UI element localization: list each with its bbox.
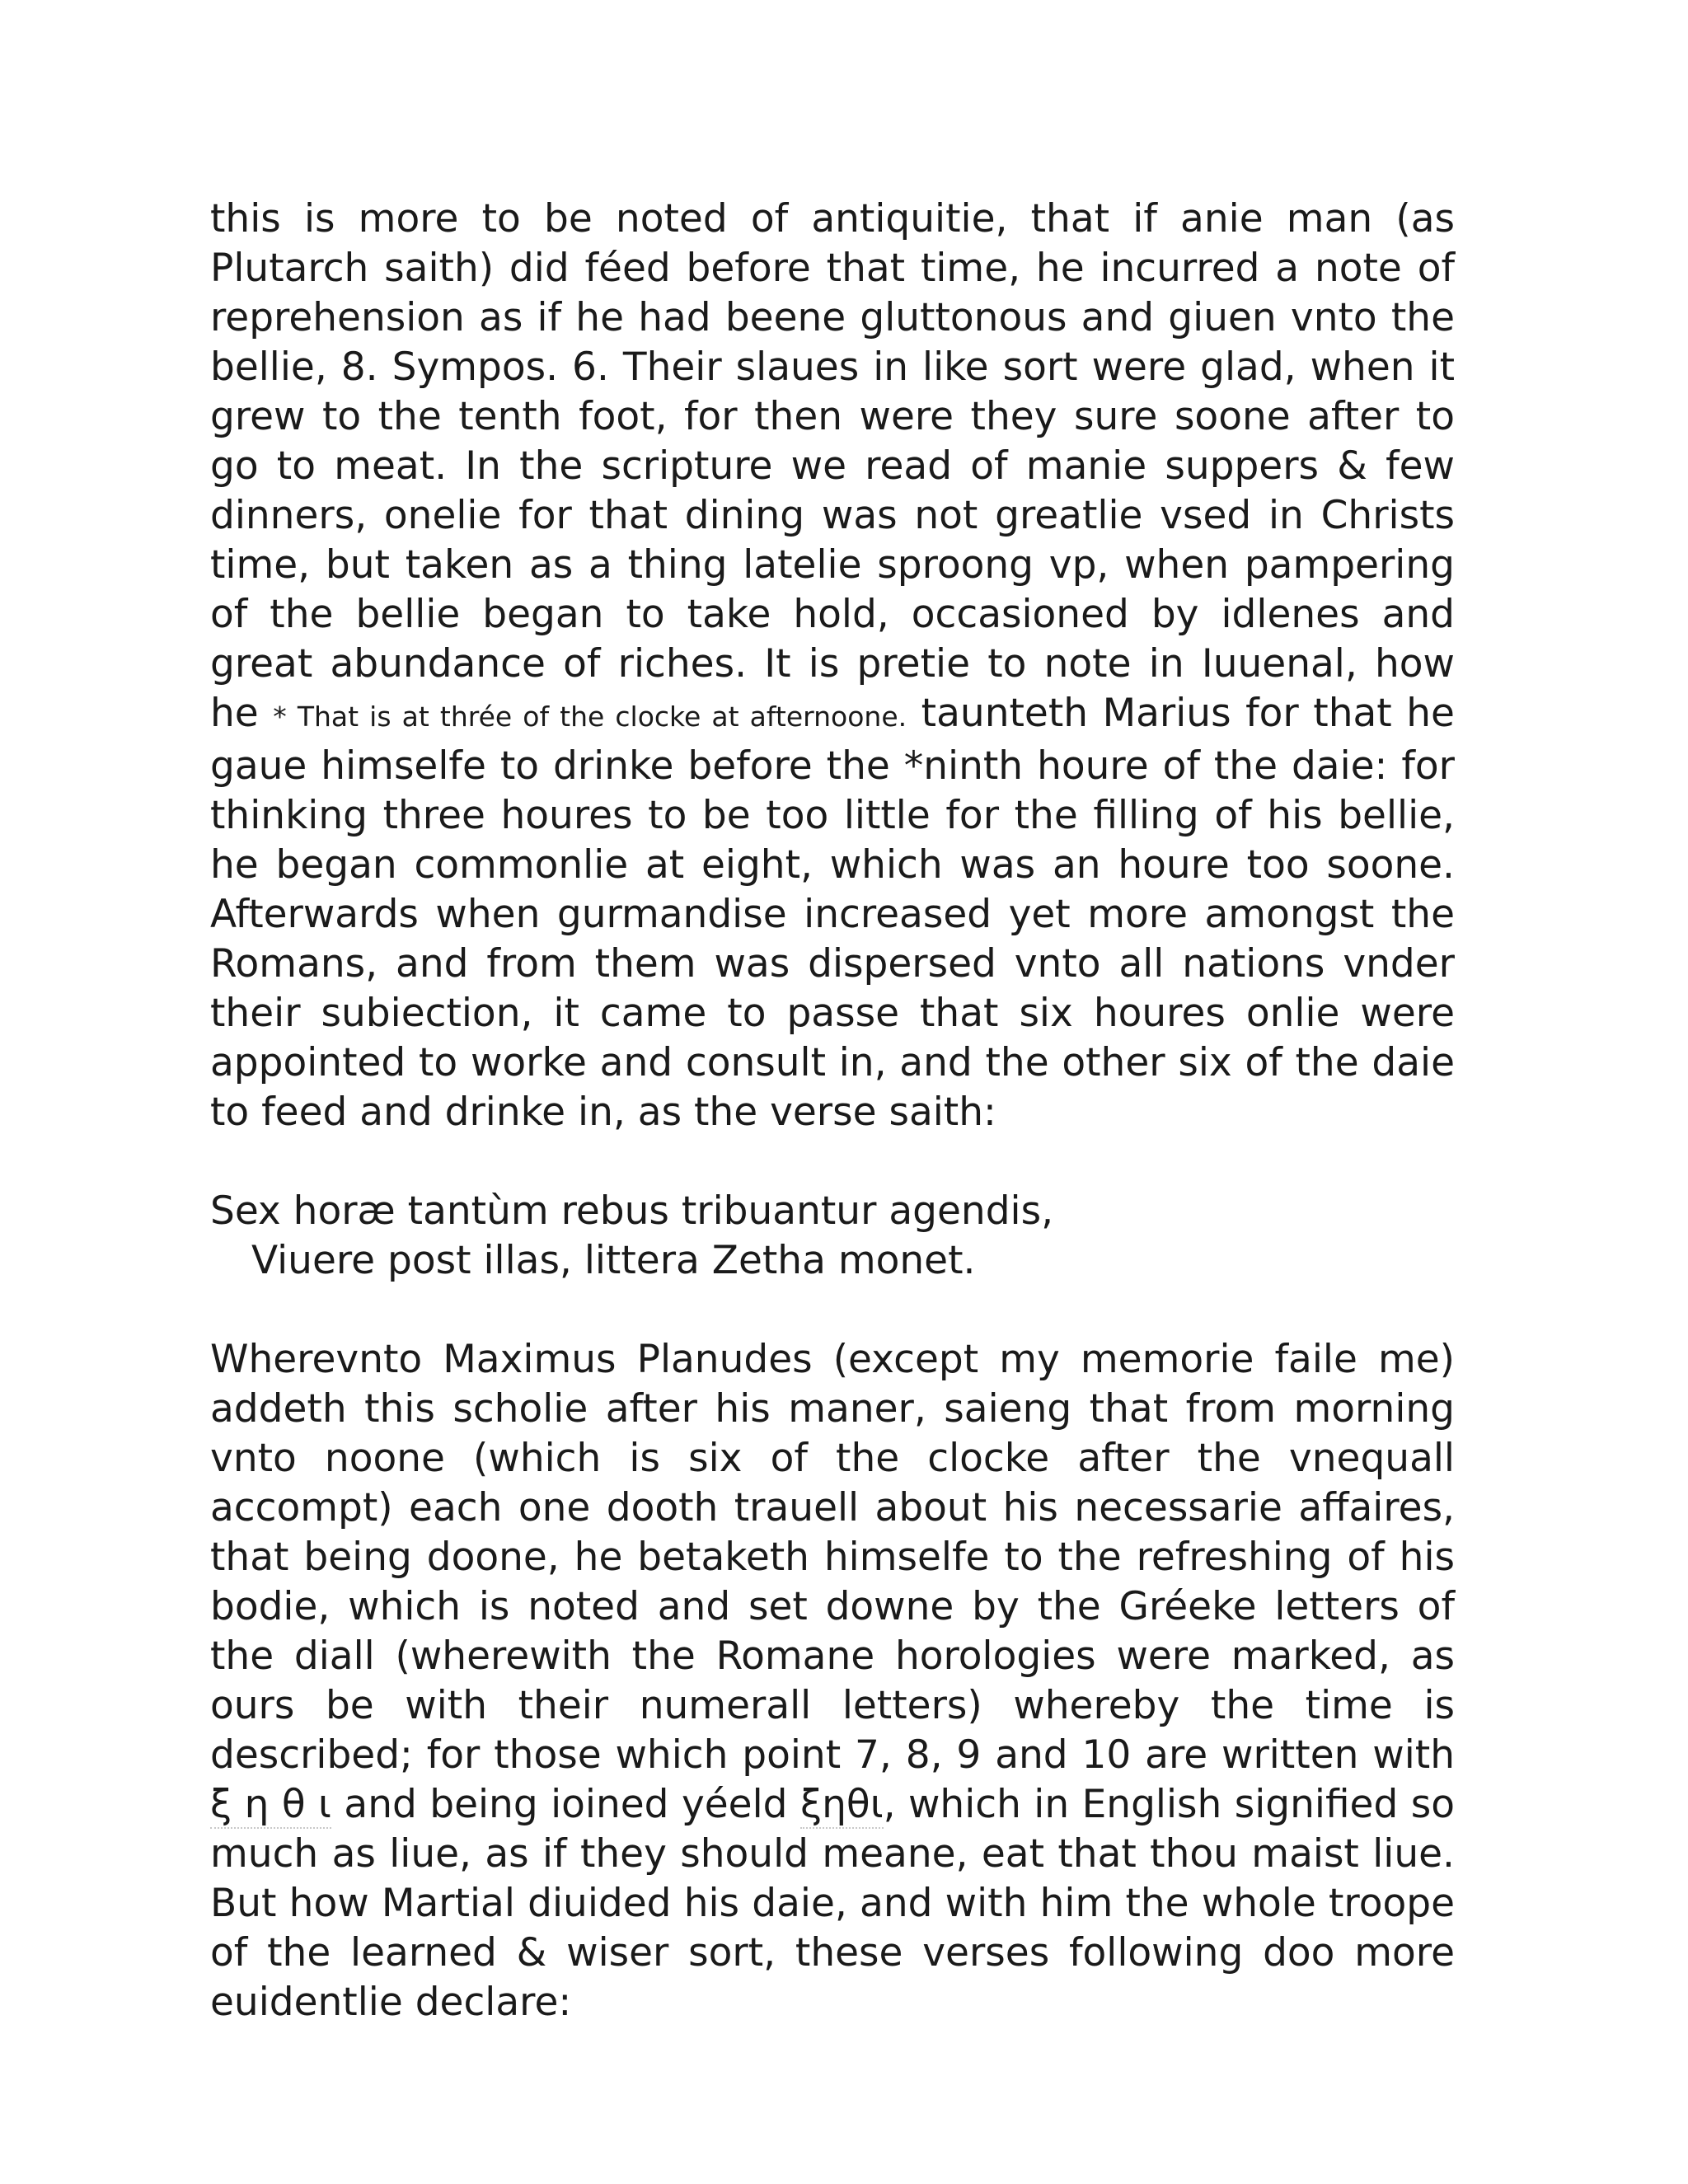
greek-letters: ξ η θ ι [210,1782,331,1827]
paragraph-plutarch [210,194,1455,1137]
paragraph-text-end: , which in English signified so much as liue, as if they should meane, eat that thou maist liue. But how Martial diuided his daie, and with him the whole troope of the learned & wiser sort, these verses following doo more euidentlie declare: [210,1782,1455,2025]
document-page [210,194,1455,2027]
margin-note: * That is at thrée of the clocke at afternoone. [273,701,907,733]
paragraph-text: this is more to be noted of antiquitie, that if anie man (as Plutarch saith) did féed before that time, he incurred a note of reprehension as if he had beene gluttonous and giuen vnto the bellie, 8. Sympos. 6. Their slaues in like sort were glad, when it grew to the tenth foot, for then were they sure soone after to go to meat. In the scripture we read of manie suppers & few dinners, onelie for that dining was not greatlie vsed in Christs time, but taken as a thing latelie sproong vp, when pampering of the bellie began to take hold, occasioned by idlenes and great abundance of riches. It is pretie to note in Iuuenal, how he [210,196,1455,736]
verse-quotation [210,1187,1455,1286]
greek-word: ξηθι [799,1782,884,1827]
verse-line-2: Viuere post illas, littera Zetha monet. [251,1238,976,1283]
paragraph-text-middle: and being ioined yéeld [344,1782,788,1827]
paragraph-text: Wherevnto Maximus Planudes (except my memorie faile me) addeth this scholie after his maner, saieng that from morning vnto noone (which is six of the clocke after the vnequall accompt) each one dooth trauell about his necessarie affaires, that being doone, he betaketh himselfe to the refreshing of his bodie, which is noted and set downe by the Gréeke letters of the diall (wherewith the Romane horologies were marked, as ours be with their numerall letters) whereby the time is described; for those which point 7, 8, 9 and 10 are written with [210,1337,1455,1778]
verse-line-1: Sex horæ tantùm rebus tribuantur agendis, [210,1188,1054,1234]
paragraph-text-continued: taunteth Marius for that he gaue himselfe to drinke before the *ninth houre of the daie: for thinking three houres to be too little for the filling of his bellie, he began commonlie at eight, which was an houre too soone. Afterwards when gurmandise increased yet more amongst the Romans, and from them was dispersed vnto all nations vnder their subiection, it came to passe that six houres onlie were appointed to worke and consult in, and the other six of the daie to feed and drinke in, as the verse saith: [210,691,1455,1135]
paragraph-planudes [210,1335,1455,2027]
